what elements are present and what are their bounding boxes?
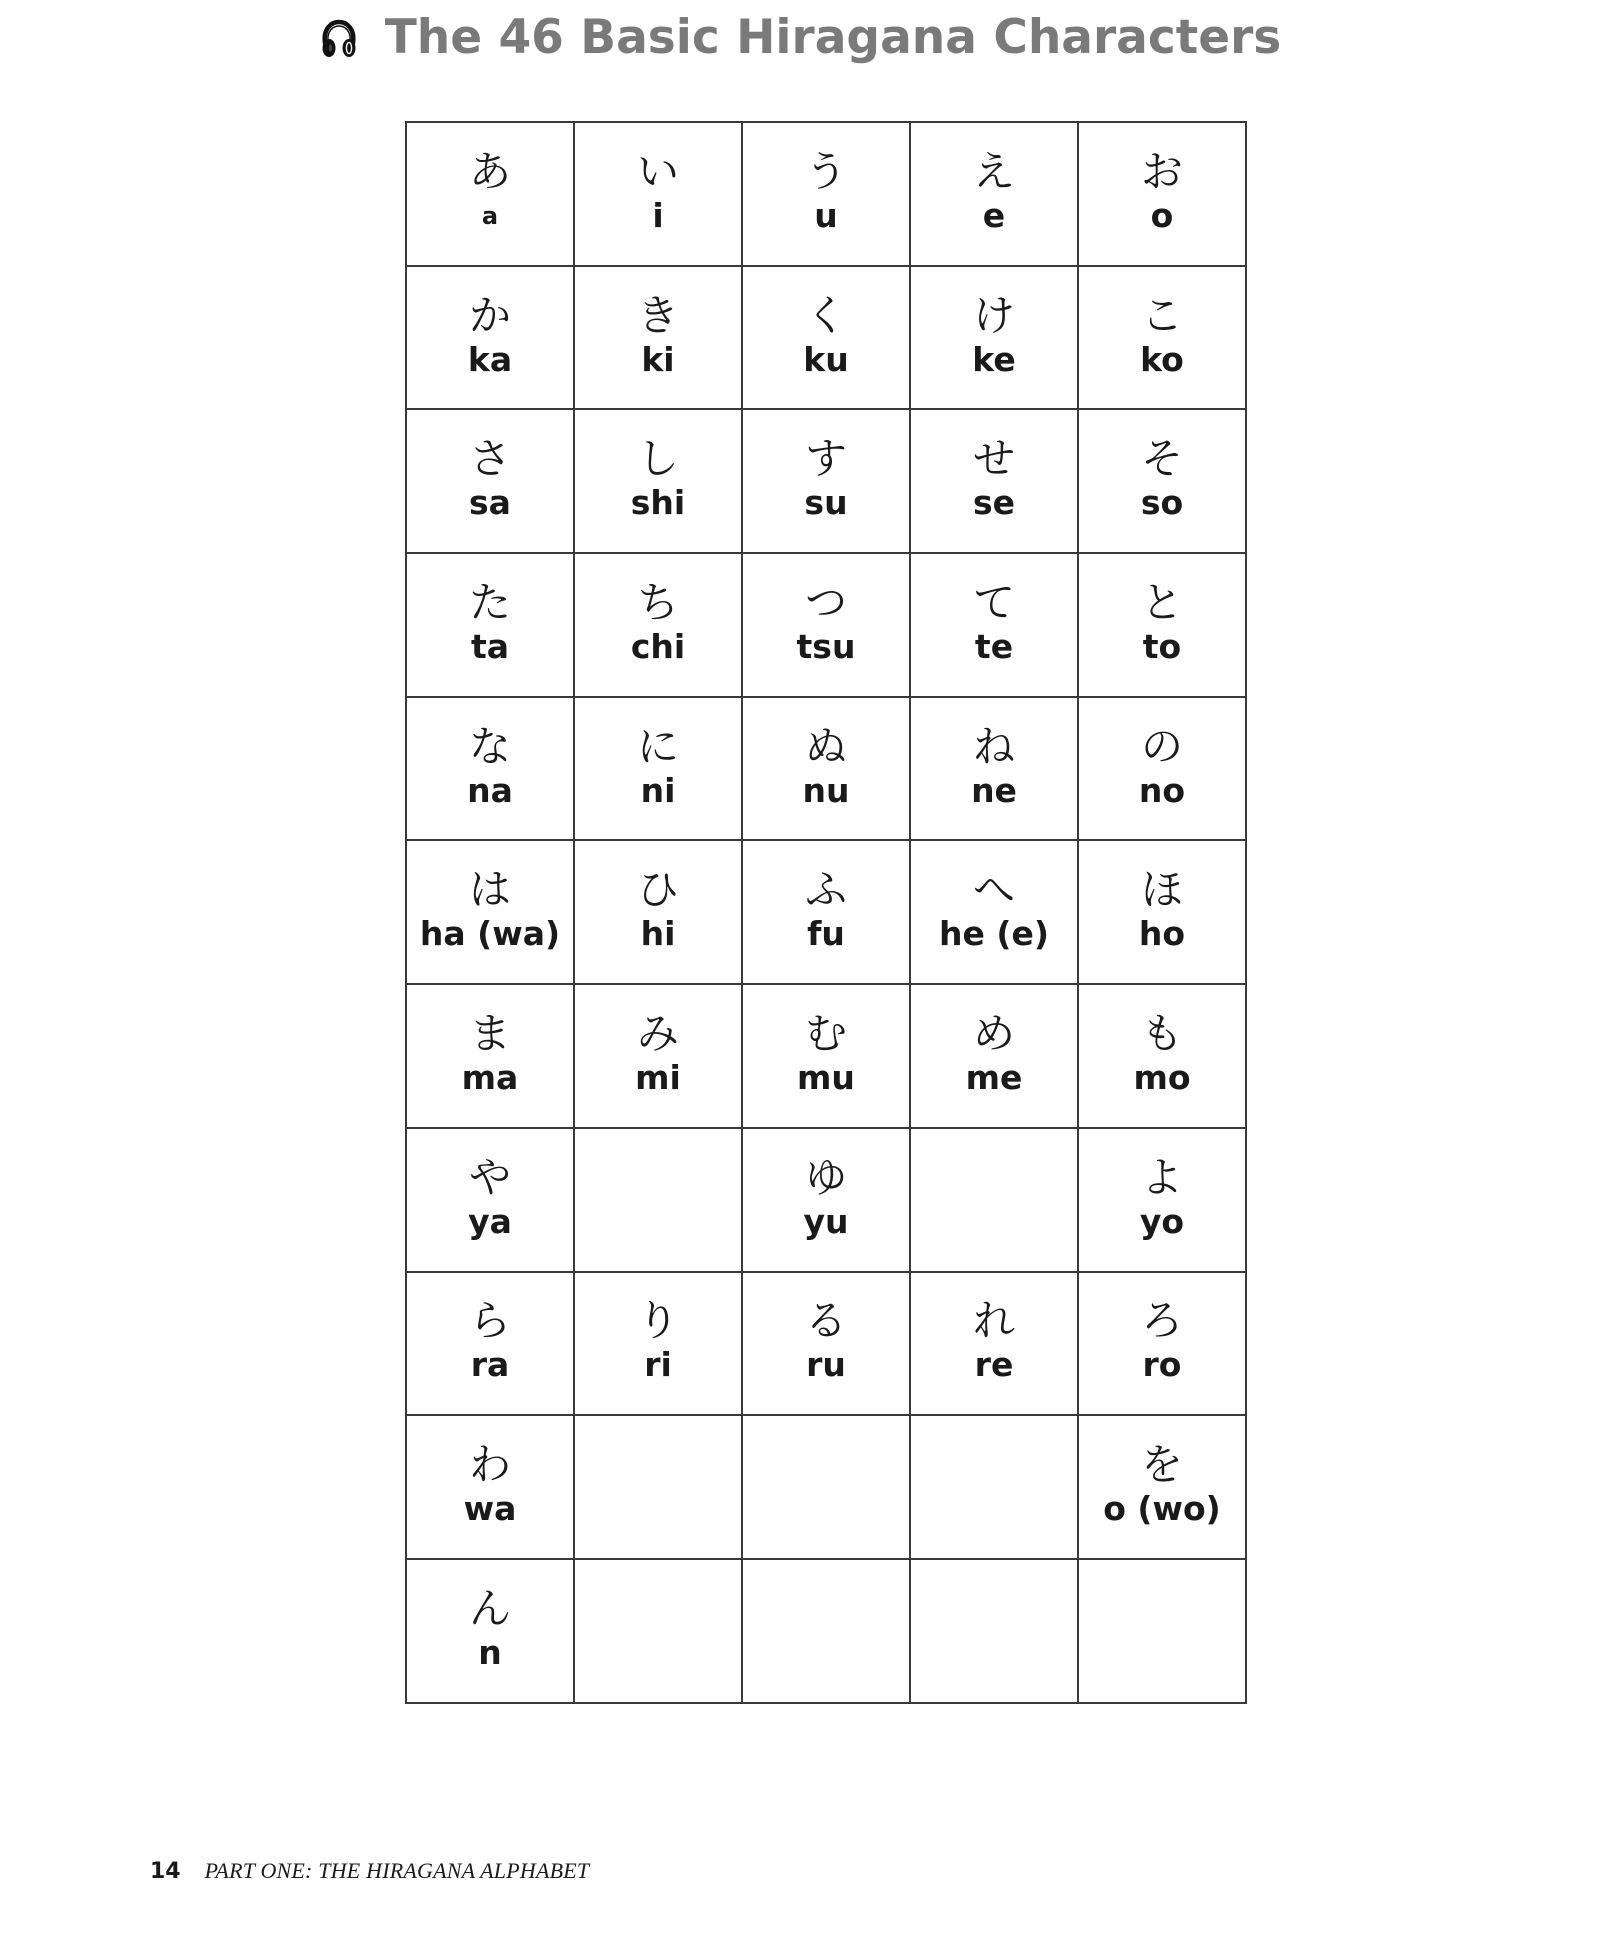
romaji-label: ya	[468, 1201, 512, 1241]
romaji-label: o (wo)	[1103, 1489, 1221, 1529]
cell-content	[575, 1273, 741, 1415]
empty-cell	[910, 1128, 1078, 1272]
hiragana-table	[405, 121, 1247, 1704]
romaji-label: te	[974, 626, 1014, 666]
kana-cell	[406, 1559, 574, 1703]
romaji-label: mu	[797, 1057, 855, 1097]
hiragana-character: よ	[1140, 1152, 1183, 1202]
cell-content	[1079, 841, 1245, 983]
cell-content	[1079, 1273, 1245, 1415]
romaji-label: ra	[470, 1345, 510, 1385]
table-row	[406, 1559, 1246, 1703]
cell-content	[575, 267, 741, 409]
cell-content	[911, 1560, 1077, 1702]
table-row	[406, 1128, 1246, 1272]
cell-content	[407, 123, 573, 265]
cell-content	[743, 1560, 909, 1702]
kana-cell	[574, 122, 742, 266]
cell-content	[911, 985, 1077, 1127]
cell-content	[1079, 1416, 1245, 1558]
hiragana-character: か	[468, 290, 511, 340]
hiragana-character: ん	[468, 1583, 511, 1633]
cell-content	[575, 1416, 741, 1558]
cell-content	[575, 1129, 741, 1271]
hiragana-character: せ	[972, 434, 1015, 484]
romaji-label: ma	[461, 1057, 519, 1097]
hiragana-character: そ	[1140, 434, 1183, 484]
cell-content	[911, 267, 1077, 409]
hiragana-character: ね	[972, 721, 1015, 771]
romaji-label: u	[814, 195, 838, 235]
romaji-label: yo	[1139, 1201, 1185, 1241]
romaji-label: re	[974, 1345, 1014, 1385]
table-row	[406, 553, 1246, 697]
running-head: PART ONE: THE HIRAGANA ALPHABET	[204, 1858, 590, 1883]
cell-content	[911, 1129, 1077, 1271]
kana-cell	[574, 840, 742, 984]
cell-content	[1079, 410, 1245, 552]
empty-cell	[574, 1415, 742, 1559]
hiragana-character: と	[1140, 577, 1183, 627]
kana-cell	[1078, 1415, 1246, 1559]
romaji-label: hi	[640, 914, 676, 954]
romaji-label: he (e)	[939, 914, 1049, 954]
page-footer	[150, 1858, 589, 1884]
hiragana-character: く	[804, 290, 847, 340]
cell-content	[1079, 1560, 1245, 1702]
cell-content	[743, 1416, 909, 1558]
cell-content	[575, 985, 741, 1127]
kana-cell	[742, 840, 910, 984]
table-row	[406, 122, 1246, 266]
kana-cell	[1078, 122, 1246, 266]
hiragana-character: わ	[468, 1440, 511, 1490]
cell-content	[1079, 267, 1245, 409]
kana-cell	[574, 984, 742, 1128]
romaji-label: tsu	[796, 626, 856, 666]
kana-cell	[910, 553, 1078, 697]
romaji-label: ki	[641, 339, 675, 379]
cell-content	[911, 123, 1077, 265]
kana-cell	[910, 984, 1078, 1128]
hiragana-character: ほ	[1140, 865, 1183, 915]
kana-cell	[1078, 840, 1246, 984]
hiragana-character: み	[636, 1008, 679, 1058]
hiragana-character: あ	[468, 146, 511, 196]
empty-cell	[910, 1415, 1078, 1559]
cell-content	[575, 698, 741, 840]
romaji-label: ri	[644, 1345, 672, 1385]
cell-content	[575, 554, 741, 696]
romaji-label: se	[972, 483, 1016, 523]
romaji-label: so	[1140, 483, 1184, 523]
kana-cell	[910, 840, 1078, 984]
cell-content	[407, 410, 573, 552]
kana-cell	[1078, 697, 1246, 841]
kana-cell	[406, 409, 574, 553]
table-row	[406, 266, 1246, 410]
romaji-label: su	[804, 483, 848, 523]
kana-cell	[1078, 1128, 1246, 1272]
hiragana-character: ひ	[636, 865, 679, 915]
hiragana-character: た	[468, 577, 511, 627]
hiragana-character: す	[804, 434, 847, 484]
kana-cell	[1078, 409, 1246, 553]
hiragana-character: も	[1140, 1008, 1183, 1058]
cell-content	[911, 554, 1077, 696]
romaji-label: n	[478, 1632, 502, 1672]
cell-content	[407, 1129, 573, 1271]
hiragana-character: さ	[468, 434, 511, 484]
romaji-label: mo	[1133, 1057, 1191, 1097]
kana-cell	[406, 1415, 574, 1559]
page-number: 14	[150, 1859, 181, 1884]
romaji-label: yu	[803, 1201, 849, 1241]
hiragana-character: む	[804, 1008, 847, 1058]
kana-cell	[406, 984, 574, 1128]
cell-content	[911, 1416, 1077, 1558]
cell-content	[743, 267, 909, 409]
hiragana-character: お	[1140, 146, 1183, 196]
hiragana-character: め	[972, 1008, 1015, 1058]
kana-cell	[406, 266, 574, 410]
romaji-label: ho	[1138, 914, 1186, 954]
kana-cell	[742, 553, 910, 697]
empty-cell	[574, 1559, 742, 1703]
cell-content	[743, 698, 909, 840]
kana-cell	[910, 697, 1078, 841]
romaji-label: mi	[635, 1057, 681, 1097]
kana-cell	[742, 1128, 910, 1272]
kana-cell	[742, 122, 910, 266]
hiragana-character: の	[1140, 721, 1183, 771]
kana-cell	[574, 266, 742, 410]
romaji-label: fu	[807, 914, 845, 954]
cell-content	[743, 410, 909, 552]
romaji-label: shi	[630, 483, 686, 523]
cell-content	[407, 1560, 573, 1702]
cell-content	[575, 410, 741, 552]
empty-cell	[1078, 1559, 1246, 1703]
empty-cell	[742, 1415, 910, 1559]
hiragana-character: は	[468, 865, 511, 915]
kana-cell	[406, 1272, 574, 1416]
romaji-label: ka	[467, 339, 513, 379]
kana-cell	[574, 1272, 742, 1416]
kana-cell	[910, 266, 1078, 410]
romaji-label: ni	[640, 770, 676, 810]
romaji-label: a	[481, 201, 499, 230]
romaji-label: ko	[1140, 339, 1184, 379]
cell-content	[911, 410, 1077, 552]
kana-cell	[406, 697, 574, 841]
table-row	[406, 1272, 1246, 1416]
cell-content	[911, 1273, 1077, 1415]
romaji-label: ru	[806, 1345, 846, 1385]
romaji-label: o	[1150, 195, 1174, 235]
empty-cell	[910, 1559, 1078, 1703]
cell-content	[407, 1273, 573, 1415]
romaji-label: ke	[972, 339, 1016, 379]
kana-cell	[406, 553, 574, 697]
cell-content	[1079, 554, 1245, 696]
kana-cell	[574, 553, 742, 697]
headphones-icon[interactable]	[319, 19, 359, 59]
romaji-label: chi	[630, 626, 686, 666]
hiragana-character: や	[468, 1152, 511, 1202]
hiragana-character: ふ	[804, 865, 847, 915]
kana-cell	[406, 122, 574, 266]
hiragana-character: へ	[972, 865, 1015, 915]
kana-cell	[574, 409, 742, 553]
table-row	[406, 1415, 1246, 1559]
cell-content	[575, 123, 741, 265]
romaji-label: no	[1138, 770, 1186, 810]
romaji-label: me	[965, 1057, 1023, 1097]
cell-content	[911, 698, 1077, 840]
hiragana-character: い	[636, 146, 679, 196]
romaji-label: sa	[469, 483, 511, 523]
hiragana-character: け	[972, 290, 1015, 340]
kana-cell	[742, 984, 910, 1128]
romaji-label: na	[467, 770, 513, 810]
hiragana-character: な	[468, 721, 511, 771]
hiragana-character: き	[636, 290, 679, 340]
page-header	[0, 8, 1600, 68]
hiragana-character: つ	[804, 577, 847, 627]
hiragana-character: ち	[636, 577, 679, 627]
hiragana-character: に	[636, 721, 679, 771]
empty-cell	[742, 1559, 910, 1703]
hiragana-character: し	[636, 434, 679, 484]
cell-content	[1079, 985, 1245, 1127]
cell-content	[743, 1273, 909, 1415]
cell-content	[743, 123, 909, 265]
hiragana-character: ら	[468, 1296, 511, 1346]
cell-content	[911, 841, 1077, 983]
romaji-label: ku	[803, 339, 849, 379]
cell-content	[407, 841, 573, 983]
kana-cell	[1078, 266, 1246, 410]
table-row	[406, 697, 1246, 841]
page-title: The 46 Basic Hiragana Characters	[384, 10, 1282, 65]
kana-cell	[742, 1272, 910, 1416]
cell-content	[743, 841, 909, 983]
table-row	[406, 984, 1246, 1128]
cell-content	[407, 1416, 573, 1558]
romaji-label: ha (wa)	[419, 914, 561, 954]
kana-cell	[574, 697, 742, 841]
hiragana-character: ろ	[1140, 1296, 1183, 1346]
hiragana-character: え	[972, 146, 1015, 196]
kana-cell	[406, 840, 574, 984]
romaji-label: e	[982, 195, 1006, 235]
romaji-label: nu	[802, 770, 850, 810]
kana-cell	[910, 122, 1078, 266]
cell-content	[1079, 123, 1245, 265]
kana-cell	[406, 1128, 574, 1272]
table-row	[406, 840, 1246, 984]
kana-cell	[742, 409, 910, 553]
hiragana-character: ゆ	[804, 1152, 847, 1202]
hiragana-character: て	[972, 577, 1015, 627]
hiragana-character: を	[1140, 1440, 1183, 1490]
cell-content	[1079, 698, 1245, 840]
romaji-label: ne	[971, 770, 1017, 810]
hiragana-character: こ	[1140, 290, 1183, 340]
cell-content	[575, 841, 741, 983]
hiragana-character: う	[804, 146, 847, 196]
hiragana-character: ぬ	[804, 721, 847, 771]
romaji-label: ta	[470, 626, 510, 666]
kana-cell	[742, 697, 910, 841]
cell-content	[1079, 1129, 1245, 1271]
kana-cell	[910, 409, 1078, 553]
romaji-label: i	[652, 195, 664, 235]
cell-content	[743, 554, 909, 696]
romaji-label: ro	[1142, 1345, 1182, 1385]
cell-content	[743, 1129, 909, 1271]
kana-cell	[1078, 553, 1246, 697]
kana-cell	[742, 266, 910, 410]
cell-content	[407, 985, 573, 1127]
empty-cell	[574, 1128, 742, 1272]
romaji-label: wa	[463, 1489, 517, 1529]
hiragana-character: ま	[468, 1008, 511, 1058]
cell-content	[407, 554, 573, 696]
cell-content	[743, 985, 909, 1127]
kana-cell	[910, 1272, 1078, 1416]
romaji-label: to	[1142, 626, 1182, 666]
kana-cell	[1078, 1272, 1246, 1416]
kana-cell	[1078, 984, 1246, 1128]
cell-content	[407, 698, 573, 840]
cell-content	[575, 1560, 741, 1702]
table-row	[406, 409, 1246, 553]
hiragana-character: る	[804, 1296, 847, 1346]
cell-content	[407, 267, 573, 409]
hiragana-character: り	[636, 1296, 679, 1346]
hiragana-character: れ	[972, 1296, 1015, 1346]
